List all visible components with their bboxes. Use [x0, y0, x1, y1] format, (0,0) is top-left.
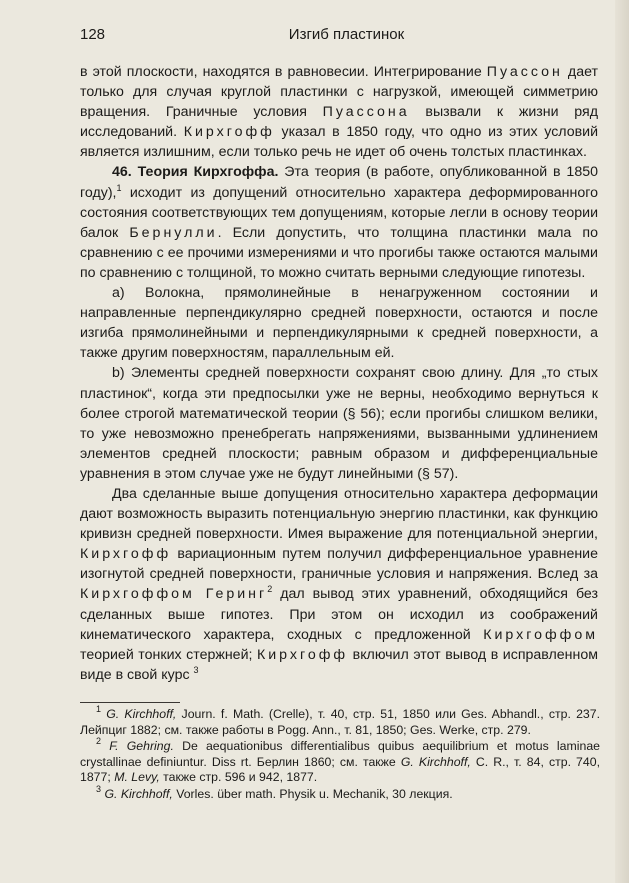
footnote-text: De aequationibus differentialibus quibus aequilibrium et motus laminae crystallinae definiuntur. Diss rt. Берлин 1860; см. также: [80, 739, 600, 769]
name-spaced: Кирхгоффом: [483, 626, 598, 643]
text-run: вариационным путем получил дифференциальное уравнение изогнутой средней поверхности, граничные условия и напряжения. Вслед за: [80, 546, 598, 583]
footnote-author: G. Kirchhoff,: [106, 707, 177, 721]
footnote-divider: [80, 702, 180, 703]
section-title: Теория Кирхгоффа.: [137, 164, 279, 181]
hypothesis-b: b) Элементы средней поверхности сохранят свою длину. Для „то стых пластинок“, когда эти предпосылки уже не верны, необходимо вернуться к более строгой математической теории (§ 56); если прогибы слишком велики, то уже невозможно пренебрегать напряжениями, вызванными удлинением элементов средней плоскости; равным образом и дифференциальные уравнения в этом случае уже не будут линейными (§ 57).: [80, 365, 598, 482]
name-spaced: Кирхгоффом Геринг: [80, 586, 268, 603]
footnote-ref: 2: [267, 584, 273, 595]
footnote-2: [80, 736, 600, 786]
section-46-paragraph: [80, 162, 598, 283]
name-spaced: Кирхгофф: [183, 124, 275, 141]
text-run: исходит из допущений относительно характера деформированного состояния соответствующих тем допущениям, которые легли в основу теории балок: [80, 184, 598, 241]
name-spaced: Кирхгофф: [256, 646, 349, 663]
text-run: . Если допустить, что толщина пластинки мала по сравнению с ее прочими измерениями и что прогибы также остаются малыми по сравнению с толщиной, то можно считать верными следующие гипотезы.: [80, 224, 598, 281]
text-run: указал в 1850 году, что одно из этих условий является излишним, если только речь не идет об очень толстых пластинках.: [80, 124, 599, 161]
page-header: [80, 26, 589, 46]
footnote-mark: 2: [96, 736, 102, 747]
hypothesis-a: a) Волокна, прямолинейные в ненагруженном состоянии и направленные перпендикулярно средней поверхности, остаются и после изгиба прямолинейными и перпендикулярными к средней поверхности, а также другим поверхностям, параллельным ей.: [80, 285, 598, 362]
footnote-mark: 1: [96, 704, 102, 714]
text-run: дает только для случая круглой пластинки с нагрузкой, имеющей симметрию вращения. Граничные условия: [80, 64, 599, 121]
footnote-1: [80, 704, 600, 738]
footnotes: [80, 704, 600, 803]
text-run: вызвали к жизни ряд исследований.: [80, 104, 598, 141]
text-run: в этой плоскости, находятся в равновесии. Интегрирование: [80, 64, 487, 80]
footnote-text: C. R., т. 84, стр. 740, 1877;: [80, 754, 600, 785]
footnote-author: F. Gehring.: [109, 739, 174, 754]
page-number: 128: [80, 26, 106, 43]
name-spaced: Бернулли: [129, 224, 218, 241]
footnote-3: [80, 783, 600, 803]
text-run: Эта теория (в работе, опубликованной в 1850 году),: [80, 164, 598, 201]
name-spaced: Пуассона: [322, 104, 410, 121]
footnote-ref: 1: [116, 182, 122, 193]
section-number: 46.: [112, 164, 132, 181]
paragraph-5: [80, 484, 598, 685]
name-spaced: Пуассон: [486, 64, 563, 80]
text-run: теорией тонких стержней;: [80, 646, 257, 663]
footnote-author: M. Levy,: [114, 770, 160, 785]
footnote-text: также стр. 596 и 942, 1877.: [159, 770, 318, 785]
footnote-ref: 3: [193, 664, 199, 675]
running-title: Изгиб пластинок: [288, 26, 405, 43]
footnote-author: G. Kirchhoff,: [104, 786, 173, 801]
page-edge: [615, 0, 629, 883]
text-run: дал вывод этих уравнений, обходящийся без сделанных выше гипотез. При этом он исходил из соображений кинематического характера, сходных с предложенной: [80, 586, 598, 643]
text-run: включил этот вывод в исправленном виде в свой курс: [80, 646, 598, 683]
footnote-text: Vorles. über math. Physik u. Mechanik, 30 лекция.: [172, 786, 453, 801]
name-spaced: Кирхгофф: [80, 546, 172, 563]
paragraph-1: [80, 62, 598, 162]
main-text: [80, 62, 598, 685]
text-run: Два сделанные выше допущения относительно характера деформации дают возможность выразить потенциальную энергию пластинки, как функцию кривизн средней поверхности. Имея выражение для потенциальной энергии,: [80, 485, 598, 543]
footnote-author: G. Kirchhoff,: [400, 754, 471, 769]
footnote-mark: 3: [96, 783, 102, 794]
footnote-text: Journ. f. Math. (Crelle), т. 40, стр. 51, 1850 или Ges. Abhandl., стр. 237. Лейпциг 1882; см. также работы в Pogg. Ann., т. 81, 1850; Ges. Werke, стр. 279.: [80, 707, 600, 737]
